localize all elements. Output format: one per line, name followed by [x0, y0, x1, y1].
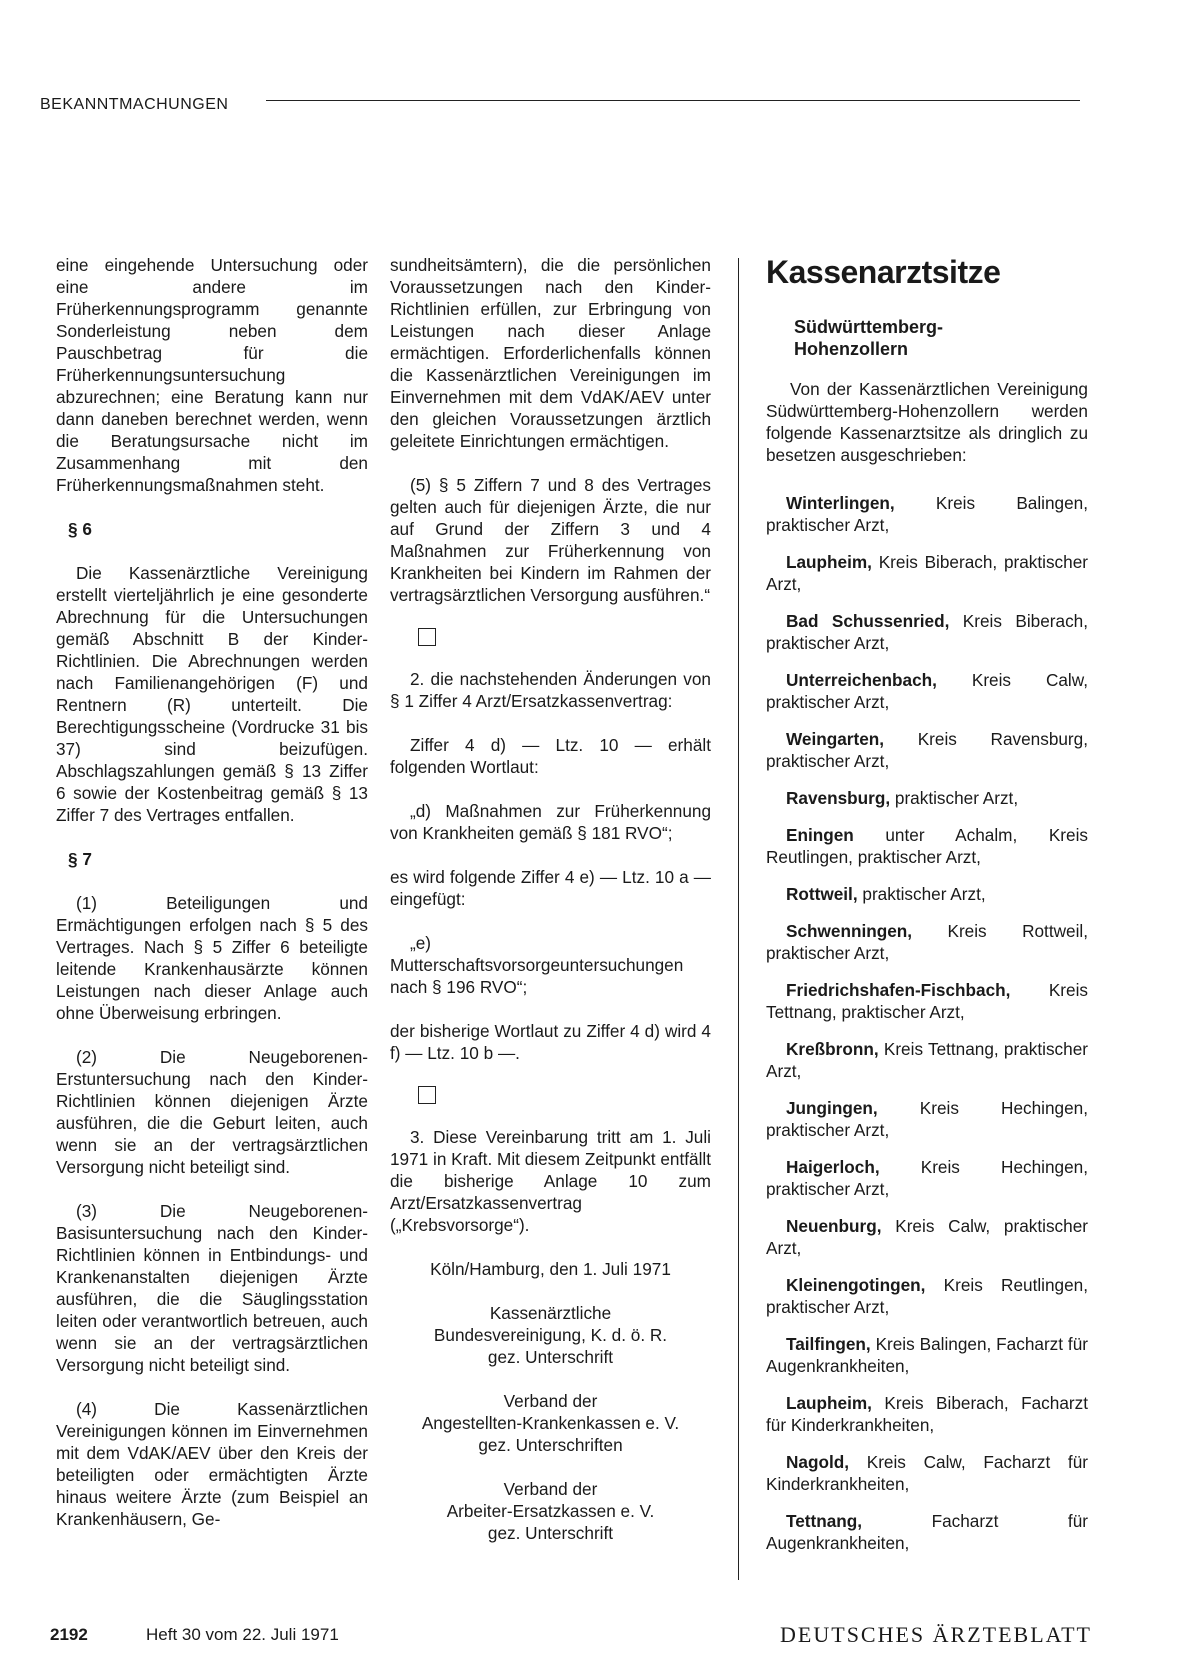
region-line: Südwürttemberg-	[794, 317, 944, 337]
article-title: Kassenarztsitze	[766, 254, 1001, 290]
entry-detail: Kreis Calw, Facharzt für Kinderkrankheiten,	[766, 1452, 1088, 1494]
section-heading-7: § 7	[68, 849, 92, 869]
entry-detail: Kreis Ravensburg, praktischer Arzt,	[766, 729, 1088, 771]
listing-entries	[766, 492, 1088, 1554]
signature-block-2	[390, 1390, 711, 1456]
signature-line: Arbeiter-Ersatzkassen e. V.	[446, 1501, 655, 1521]
paragraph: 3. Diese Vereinbarung tritt am 1. Juli 1971 in Kraft. Mit diesem Zeitpunkt entfällt die bisherige Anlage 10 zum Arzt/Ersatzkassenvertrag („Krebsvorsorge“).	[390, 1127, 711, 1235]
entry-detail: Kreis Calw, praktischer Arzt,	[766, 1216, 1088, 1258]
entry-place: Winterlingen,	[786, 493, 895, 513]
region-line: Hohenzollern	[794, 339, 909, 359]
signature-line: gez. Unterschrift	[487, 1523, 614, 1543]
signature-line: Angestellten-Krankenkassen e. V.	[421, 1413, 680, 1433]
entry-place: Kreßbronn,	[786, 1039, 879, 1059]
entry-place: Ravensburg,	[786, 788, 891, 808]
paragraph: Ziffer 4 d) — Ltz. 10 — erhält folgenden Wortlaut:	[390, 735, 711, 777]
signature-block-3	[390, 1478, 711, 1544]
paragraph: 2. die nachstehenden Änderungen von § 1 Ziffer 4 Arzt/Ersatzkassenvertrag:	[390, 669, 711, 711]
entry-place: Weingarten,	[786, 729, 885, 749]
listing-entry	[766, 1097, 1088, 1141]
listing-entry	[766, 1333, 1088, 1377]
entry-place: Tettnang,	[786, 1511, 863, 1531]
entry-place: Schwenningen,	[786, 921, 913, 941]
page-number: 2192	[50, 1625, 88, 1644]
region-heading	[794, 316, 1088, 360]
entry-detail: unter Achalm, Kreis Reutlingen, praktischer Arzt,	[766, 825, 1088, 867]
paragraph: der bisherige Wortlaut zu Ziffer 4 d) wird 4 f) — Ltz. 10 b —.	[390, 1021, 711, 1063]
paragraph: Die Kassenärztliche Vereinigung erstellt vierteljährlich je eine gesonderte Abrechnung für die Untersuchungen gemäß Abschnitt B der Kinder-Richtlinien. Die Abrechnungen werden nach Familienangehörigen (F) und Rentnern (R) unterteilt. Die Berechtigungsscheine (Vordrucke 31 bis 37) sind beizufügen. Abschlagszahlungen gemäß § 13 Ziffer 6 sowie der Kostenbeitrag gemäß § 13 Ziffer 7 des Vertrages entfallen.	[56, 563, 368, 825]
listing-entry	[766, 920, 1088, 964]
listing-entry	[766, 1038, 1088, 1082]
entry-place: Bad Schussenried,	[786, 611, 950, 631]
entry-detail: Kreis Calw, praktischer Arzt,	[766, 670, 1088, 712]
paragraph: „e) Mutterschaftsvorsorgeuntersuchungen nach § 196 RVO“;	[390, 933, 684, 997]
listing-entry	[766, 1510, 1088, 1554]
entry-detail: praktischer Arzt,	[857, 884, 986, 904]
entry-place: Laupheim,	[786, 1393, 872, 1413]
paragraph: „d) Maßnahmen zur Früherkennung von Krankheiten gemäß § 181 RVO“;	[390, 801, 711, 843]
issue-info: Heft 30 vom 22. Juli 1971	[146, 1625, 339, 1644]
entry-detail: Facharzt für Augenkrankheiten,	[766, 1511, 1088, 1553]
place-date: Köln/Hamburg, den 1. Juli 1971	[430, 1259, 671, 1279]
entry-detail: Kreis Rottweil, praktischer Arzt,	[766, 921, 1088, 963]
checkbox-square-icon	[418, 628, 436, 646]
paragraph: (2) Die Neugeborenen-Erstuntersuchung nach den Kinder-Richtlinien können diejenigen Ärzte ausführen, die die Geburt leiten, auch wenn sie an der vertragsärztlichen Versorgung nicht beteiligt sind.	[56, 1047, 368, 1177]
entry-detail: Kreis Biberach, praktischer Arzt,	[766, 611, 1088, 653]
entry-place: Tailfingen,	[786, 1334, 871, 1354]
listing-entry	[766, 979, 1088, 1023]
entry-place: Unterreichenbach,	[786, 670, 937, 690]
entry-place: Laupheim,	[786, 552, 872, 572]
entry-detail: Kreis Balingen, praktischer Arzt,	[766, 493, 1088, 535]
section-label: BEKANNTMACHUNGEN	[40, 96, 229, 113]
entry-detail: Kreis Tettnang, praktischer Arzt,	[766, 1039, 1088, 1081]
entry-place: Friedrichshafen-Fischbach,	[786, 980, 1011, 1000]
paragraph: eine eingehende Untersuchung oder eine andere im Früherkennungsprogramm genannte Sonderleistung neben dem Pauschbetrag für die Früherkennungsuntersuchung abzurechnen; eine Beratung kann nur dann daneben berechnet werden, wenn die Beratungsursache nicht im Zusammenhang mit den Früherkennungsmaßnahmen steht.	[56, 255, 368, 495]
listing-entry	[766, 492, 1088, 536]
entry-place: Jungingen,	[786, 1098, 878, 1118]
signature-line: Kassenärztliche	[489, 1303, 612, 1323]
listing-entry	[766, 1156, 1088, 1200]
intro-paragraph: Von der Kassenärztlichen Vereinigung Südwürttemberg-Hohenzollern werden folgende Kassenarztsitze als dringlich zu besetzen ausgeschrieben:	[766, 379, 1088, 465]
listing-entry	[766, 728, 1088, 772]
section-heading-6: § 6	[68, 519, 92, 539]
signature-block-1	[390, 1302, 711, 1368]
listing-entry	[766, 669, 1088, 713]
entry-detail: Kreis Hechingen, praktischer Arzt,	[766, 1157, 1088, 1199]
entry-place: Eningen	[786, 825, 854, 845]
signature-line: Verband der	[503, 1391, 598, 1411]
column-2	[390, 254, 711, 1566]
paragraph: (4) Die Kassenärztlichen Vereinigungen können im Einvernehmen mit dem VdAK/AEV über den Kreis der beteiligten oder ermächtigten Ärzte hinaus weitere Ärzte (zum Beispiel an Krankenhäusern, Ge-	[56, 1399, 368, 1529]
listing-entry	[766, 1392, 1088, 1436]
entry-place: Kleinengotingen,	[786, 1275, 926, 1295]
listing-entry	[766, 1451, 1088, 1495]
signature-line: Bundesvereinigung, K. d. ö. R.	[433, 1325, 668, 1345]
listing-entry	[766, 787, 1088, 809]
column-1	[56, 254, 368, 1552]
entry-detail: Kreis Biberach, Facharzt für Kinderkrankheiten,	[766, 1393, 1088, 1435]
listing-entry	[766, 610, 1088, 654]
running-header	[40, 96, 1080, 120]
entry-place: Neuenburg,	[786, 1216, 882, 1236]
entry-detail: Kreis Balingen, Facharzt für Augenkrankheiten,	[766, 1334, 1088, 1376]
listing-entry	[766, 1274, 1088, 1318]
column-3	[766, 254, 1088, 1569]
listing-entry	[766, 824, 1088, 868]
checkbox-square-icon	[418, 1086, 436, 1104]
entry-place: Haigerloch,	[786, 1157, 880, 1177]
listing-entry	[766, 1215, 1088, 1259]
paragraph: sundheitsämtern), die die persönlichen Voraussetzungen nach den Kinder-Richtlinien erfüllen, zur Erbringung von Leistungen nach dieser Anlage ermächtigen. Erforderlichenfalls können die Kassenärztlichen Vereinigungen im Einvernehmen mit dem VdAK/AEV unter den gleichen Voraussetzungen ärztlich geleitete Einrichtungen ermächtigen.	[390, 255, 711, 451]
paragraph: es wird folgende Ziffer 4 e) — Ltz. 10 a — eingefügt:	[390, 867, 711, 909]
entry-detail: Kreis Tettnang, praktischer Arzt,	[766, 980, 1088, 1022]
signature-line: Verband der	[503, 1479, 598, 1499]
listing-entry	[766, 551, 1088, 595]
signature-line: gez. Unterschrift	[487, 1347, 614, 1367]
entry-detail: Kreis Hechingen, praktischer Arzt,	[766, 1098, 1088, 1140]
entry-place: Nagold,	[786, 1452, 850, 1472]
entry-detail: Kreis Reutlingen, praktischer Arzt,	[766, 1275, 1088, 1317]
paragraph: (5) § 5 Ziffern 7 und 8 des Vertrages gelten auch für diejenigen Ärzte, die nur auf Grund der Ziffern 3 und 4 Maßnahmen zur Früherkennung von Krankheiten bei Kindern im Rahmen der vertragsärztlichen Versorgung ausführen.“	[390, 475, 711, 605]
entry-place: Rottweil,	[786, 884, 858, 904]
column-divider	[738, 258, 739, 1580]
entry-detail: praktischer Arzt,	[890, 788, 1019, 808]
journal-name: DEUTSCHES ÄRZTEBLATT	[780, 1622, 1092, 1647]
signature-line: gez. Unterschriften	[478, 1435, 623, 1455]
paragraph: (3) Die Neugeborenen-Basisuntersuchung nach den Kinder-Richtlinien können in Entbindungs- und Krankenanstalten diejenigen Ärzte ausführen, die die Säuglingsstation leiten oder verantwortlich betreuen, auch wenn sie an der vertragsärztlichen Versorgung nicht beteiligt sind.	[56, 1201, 368, 1375]
listing-entry	[766, 883, 1088, 905]
entry-detail: Kreis Biberach, praktischer Arzt,	[766, 552, 1088, 594]
header-rule	[266, 100, 1080, 101]
paragraph: (1) Beteiligungen und Ermächtigungen erfolgen nach § 5 des Vertrages. Nach § 5 Ziffer 6 beteiligte leitende Krankenhausärzte können Leistungen nach dieser Anlage auch ohne Überweisung erbringen.	[56, 893, 368, 1023]
